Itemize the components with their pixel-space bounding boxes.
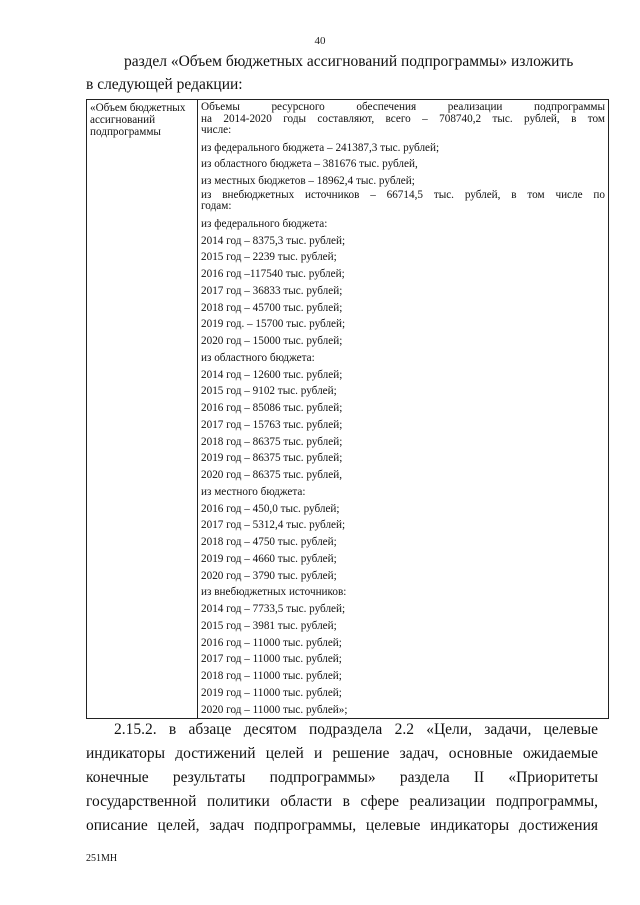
budget-line: из внебюджетных источников: (201, 586, 347, 599)
budget-line: 2020 год – 15000 тыс. рублей; (201, 335, 343, 347)
budget-line: 2014 год – 8375,3 тыс. рублей; (201, 234, 346, 247)
budget-table (86, 99, 609, 719)
summary-line: Объемы ресурсного обеспечения реализации подпрограммы (201, 101, 605, 113)
budget-line: 2019 год. – 15700 тыс. рублей; (201, 318, 346, 331)
intro-paragraph (86, 50, 598, 96)
budget-line: 2019 год – 86375 тыс. рублей; (201, 452, 343, 465)
budget-line: 2018 год – 45700 тыс. рублей; (201, 301, 343, 314)
budget-line: из областного бюджета – 381676 тыс. рублей, (201, 158, 418, 171)
budget-line: 2017 год – 36833 тыс. рублей; (201, 284, 343, 297)
budget-line: 2016 год – 450,0 тыс. рублей; (201, 502, 340, 515)
budget-line: 2020 год – 3790 тыс. рублей; (201, 569, 337, 582)
budget-line: 2014 год – 12600 тыс. рублей; (201, 368, 343, 381)
budget-line: 2016 год – 85086 тыс. рублей; (201, 402, 343, 414)
label-line: подпрограммы (90, 126, 161, 138)
budget-line: из федерального бюджета – 241387,3 тыс. рублей; (201, 141, 440, 154)
continuation-line: государственной политики области в сфере реализации подпрограммы, (86, 793, 598, 810)
table-value-cell (198, 100, 609, 719)
continuation-paragraph (86, 718, 598, 838)
table-label-cell (87, 100, 198, 719)
budget-line: 2018 год – 11000 тыс. рублей; (201, 670, 342, 682)
source-lines (201, 140, 605, 190)
budget-line: 2017 год – 11000 тыс. рублей; (201, 653, 342, 666)
page-number: 40 (314, 35, 326, 47)
budget-line: из местного бюджета: (201, 485, 306, 498)
offbudget-line: из внебюджетных источников – 66714,5 тыс. рублей, в том числе по (201, 188, 605, 201)
document-code: 251МН (86, 853, 118, 864)
budget-line: 2020 год – 86375 тыс. рублей, (201, 469, 343, 481)
budget-line: 2018 год – 86375 тыс. рублей; (201, 435, 343, 448)
summary-line: на 2014-2020 годы составляют, всего – 708740,2 тыс. рублей, в том (201, 112, 605, 125)
budget-line: из местных бюджетов – 18962,4 тыс. рублей; (201, 175, 415, 187)
intro-line: в следующей редакции: (86, 76, 243, 93)
budget-line: 2015 год – 3981 тыс. рублей; (201, 619, 337, 632)
budget-line: 2015 год – 9102 тыс. рублей; (201, 385, 337, 398)
budget-line: 2016 год – 11000 тыс. рублей; (201, 636, 342, 649)
budget-line: 2016 год –117540 тыс. рублей; (201, 268, 345, 280)
continuation-line: конечные результаты подпрограммы» раздела II «Приоритеты (86, 769, 598, 786)
continuation-line: описание целей, задач подпрограммы, целевые индикаторы достижения (86, 817, 598, 834)
summary-line: числе: (201, 124, 232, 136)
continuation-line: 2.15.2. в абзаце десятом подраздела 2.2 «Цели, задачи, целевые (114, 721, 598, 738)
budget-line: 2019 год – 11000 тыс. рублей; (201, 686, 342, 699)
budget-line: из федерального бюджета: (201, 217, 328, 230)
budget-line: 2014 год – 7733,5 тыс. рублей; (201, 603, 346, 615)
label-line: ассигнований (90, 114, 156, 126)
budget-line: 2017 год – 15763 тыс. рублей; (201, 418, 343, 431)
budget-line: из областного бюджета: (201, 351, 315, 364)
budget-line: 2019 год – 4660 тыс. рублей; (201, 552, 337, 565)
budget-line: 2015 год – 2239 тыс. рублей; (201, 251, 337, 264)
offbudget-line: годам: (201, 200, 232, 213)
yearly-lines (201, 216, 605, 719)
budget-table-row (87, 100, 609, 719)
label-line: «Объем бюджетных (90, 102, 186, 114)
intro-line: раздел «Объем бюджетных ассигнований подпрограммы» изложить (124, 53, 574, 70)
budget-line: 2018 год – 4750 тыс. рублей; (201, 536, 337, 548)
budget-line: 2017 год – 5312,4 тыс. рублей; (201, 519, 346, 532)
continuation-line: индикаторы достижений целей и решение задач, основные ожидаемые (86, 745, 598, 762)
budget-line: 2020 год – 11000 тыс. рублей»; (201, 703, 348, 716)
